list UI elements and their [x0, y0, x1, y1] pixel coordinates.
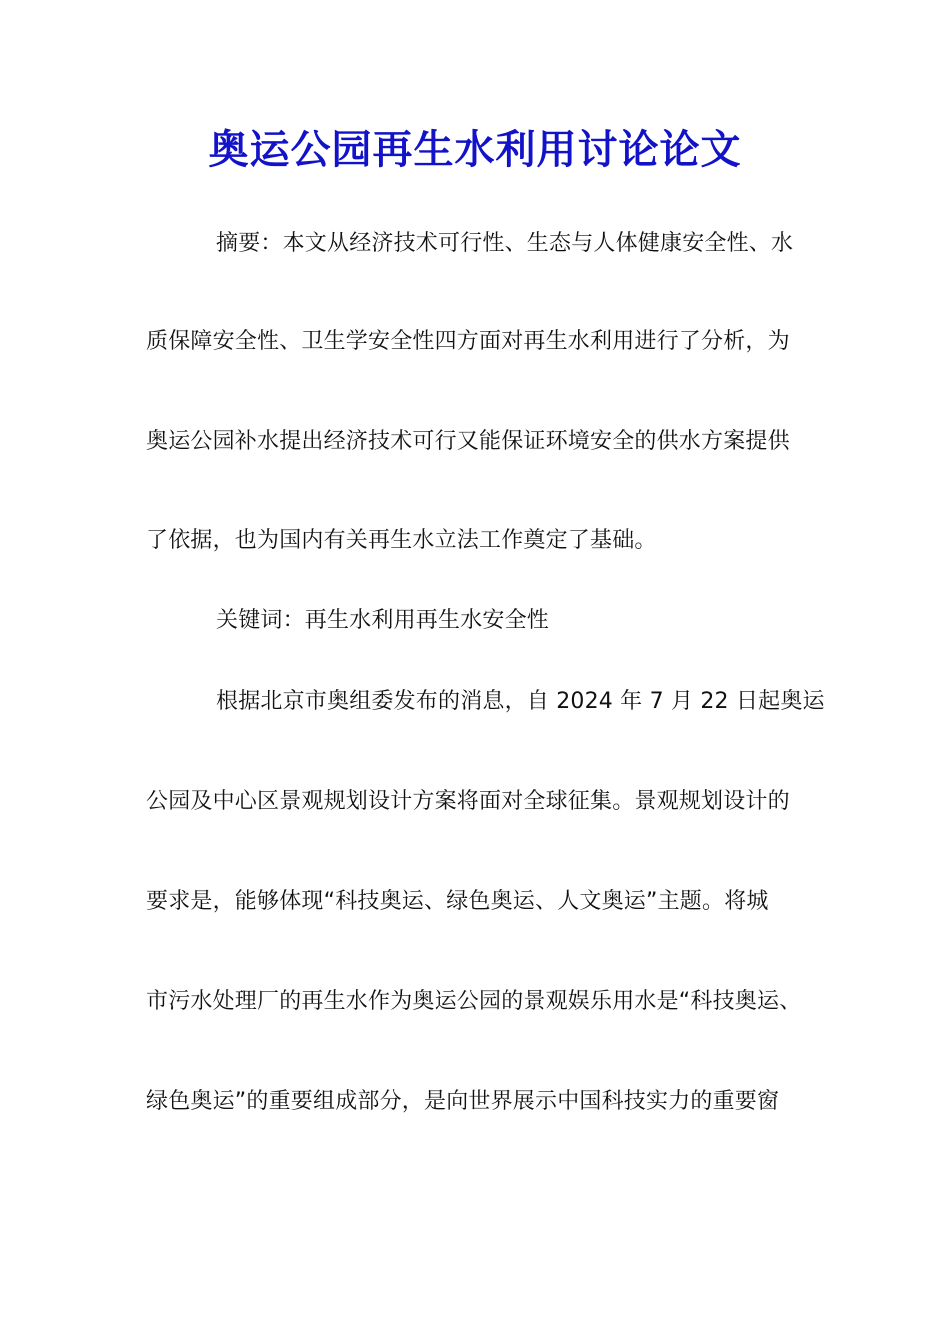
body-line-4: 市污水处理厂的再生水作为奥运公园的景观娱乐用水是“科技奥运、	[146, 989, 802, 1014]
keywords-line: 关键词：再生水利用再生水安全性	[216, 608, 550, 633]
body-line-2: 公园及中心区景观规划设计方案将面对全球征集。景观规划设计的	[146, 789, 790, 814]
abstract-line-4: 了依据，也为国内有关再生水立法工作奠定了基础。	[146, 528, 657, 553]
body-line-3: 要求是，能够体现“科技奥运、绿色奥运、人文奥运”主题。将城	[146, 889, 769, 914]
document-title: 奥运公园再生水利用讨论论文	[208, 126, 742, 173]
abstract-line-1: 摘要：本文从经济技术可行性、生态与人体健康安全性、水	[216, 231, 794, 256]
abstract-line-2: 质保障安全性、卫生学安全性四方面对再生水利用进行了分析，为	[146, 329, 790, 354]
body-line-1: 根据北京市奥组委发布的消息，自 2024 年 7 月 22 日起奥运	[216, 689, 825, 714]
abstract-line-3: 奥运公园补水提出经济技术可行又能保证环境安全的供水方案提供	[146, 429, 790, 454]
body-line-5: 绿色奥运”的重要组成部分，是向世界展示中国科技实力的重要窗	[146, 1089, 780, 1114]
